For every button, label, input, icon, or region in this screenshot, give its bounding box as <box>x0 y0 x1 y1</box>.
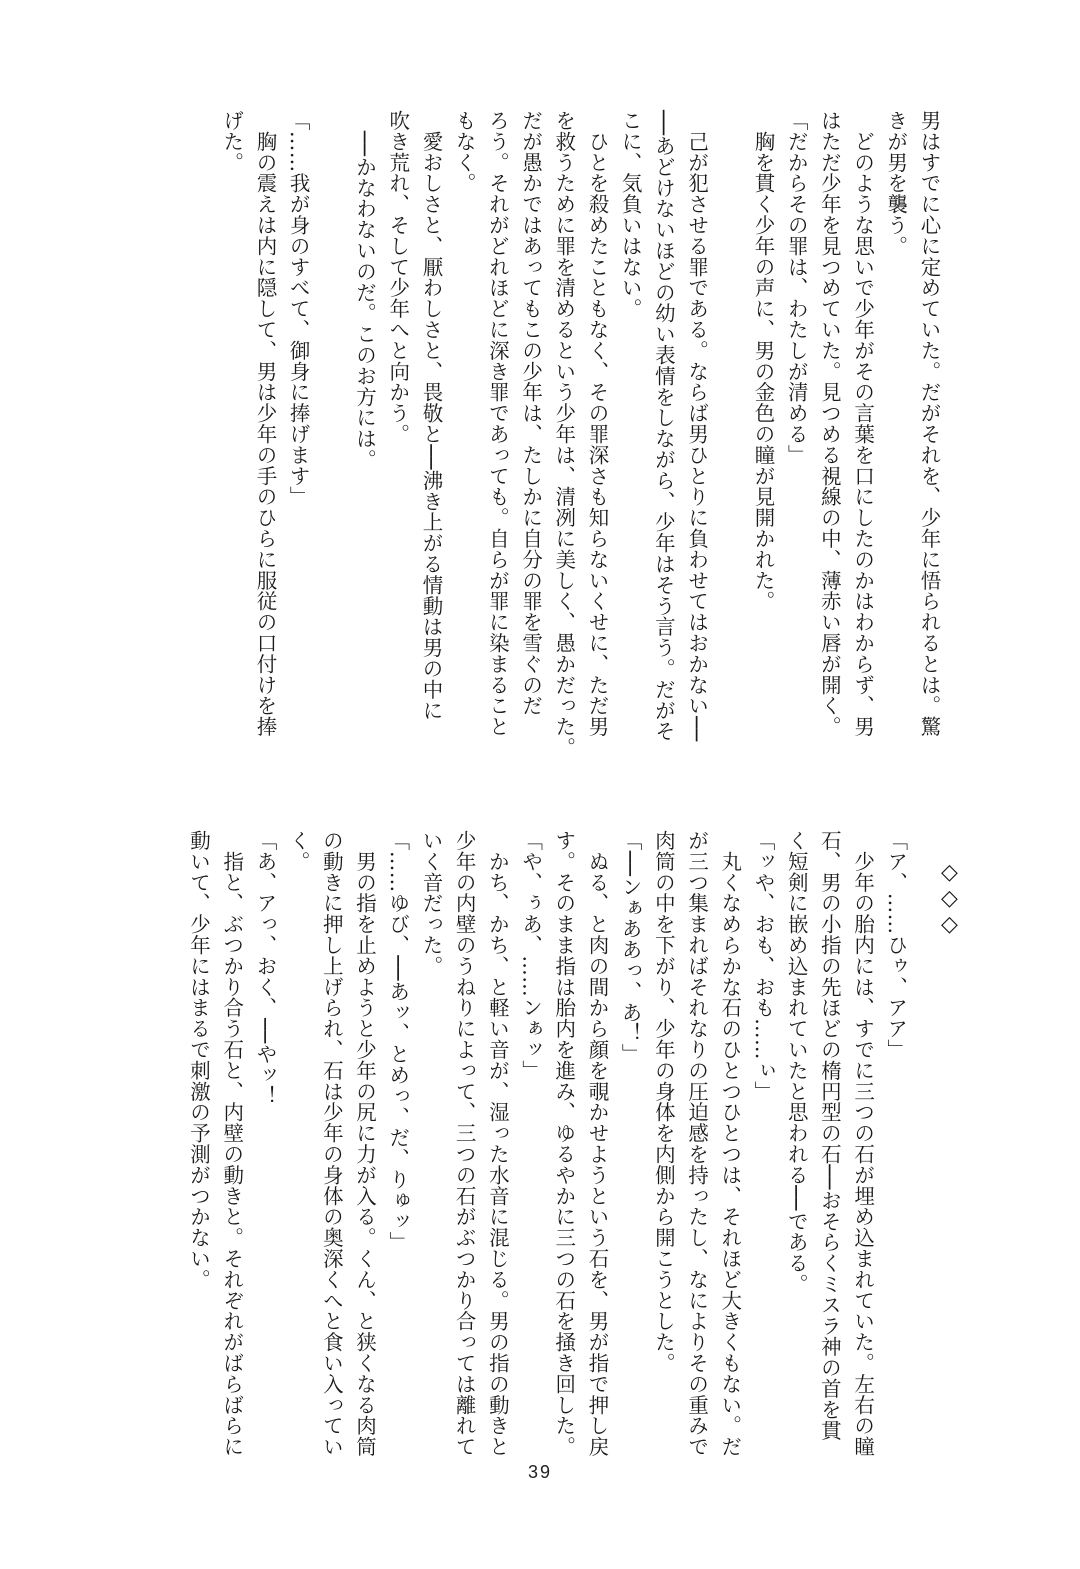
text-line: 「や、ぅあ、……ンぁッ」 <box>518 830 543 1081</box>
text-line: 男の指を止めようと少年の尻に力が入る。くん、と狭くなる肉筒 <box>352 830 377 1457</box>
text-line: げた。 <box>219 110 244 173</box>
text-line: 己が犯させる罪である。ならば男ひとりに負わせてはおかない── <box>684 110 709 742</box>
text-line: こに、気負いはない。 <box>618 110 643 319</box>
text-line <box>314 110 347 750</box>
text-line: 少年の胎内には、すでに三つの石が埋め込まれていた。左右の瞳 <box>850 830 875 1457</box>
text-line: く。 <box>286 830 311 872</box>
text-line: 少年の内壁のうねりによって、三つの石がぶつかり合っては離れて <box>452 830 477 1457</box>
text-line: きが男を襲う。 <box>883 110 908 257</box>
text-line: の動きに押し上げられ、石は少年の身体の奥深くへと食い入ってい <box>319 830 344 1457</box>
text-line: 「──ンぁああっ、あ！」 <box>618 830 643 1065</box>
section-break-mark: ◇◇◇ <box>937 860 962 938</box>
text-line: どのような思いで少年がその言葉を口にしたのかはわからず、男 <box>850 110 875 737</box>
text-line <box>912 830 945 1450</box>
text-line: 愛おしさと、厭わしさと、畏敬と──沸き上がる情動は男の中に <box>418 110 443 721</box>
text-line: 男はすでに心に定めていた。だがそれを、少年に悟られるとは。驚 <box>917 110 941 737</box>
text-line: 胸の震えは内に隠して、男は少年の手のひらに服従の口付けを捧 <box>252 110 277 737</box>
text-line: 丸くなめらかな石のひとつひとつは、それほど大きくもない。だ <box>717 830 742 1457</box>
text-line: はただ少年を見つめていた。見つめる視線の中、薄赤い唇が開く。 <box>817 110 842 737</box>
text-line: 胸を貫く少年の声に、男の金色の瞳が見開かれた。 <box>750 110 775 612</box>
lower-text-block <box>181 830 945 1457</box>
text-line: ──あどけないほどの幼い表情をしながら、少年はそう言う。だがそ <box>651 110 676 742</box>
text-line: かち、かち、と軽い音が、湿った水音に混じる。男の指の動きと <box>485 830 510 1457</box>
text-line: 「ア、……ひゥ、アア」 <box>883 830 908 1060</box>
page-number: 39 <box>527 1462 553 1482</box>
text-line: 「ッや、おも、おも……ぃ」 <box>750 830 775 1102</box>
text-line: 石、男の小指の先ほどの楕円型の石──おそらくミスラ神の首を貫 <box>817 830 842 1441</box>
text-line <box>713 110 746 750</box>
text-line: が三つ集まればそれなりの圧迫感を持ったし、なによりその重みで <box>684 830 709 1457</box>
text-line: 吹き荒れ、そして少年へと向かう。 <box>385 110 410 445</box>
text-line: 「……我が身のすべて、御身に捧げます」 <box>286 110 311 508</box>
text-line: 指と、ぶつかり合う石と、内壁の動きと。それぞれがばらばらに <box>219 830 244 1457</box>
text-line: す。そのまま指は胎内を進み、ゆるやかに三つの石を掻き回した。 <box>551 830 576 1457</box>
text-line: 動いて、少年にはまるで刺激の予測がつかない。 <box>186 830 211 1290</box>
text-line: を救うために罪を清めるという少年は、清冽に美しく、愚かだった。 <box>551 110 576 758</box>
text-line: ひとを殺めたこともなく、その罪深さも知らないくせに、ただ男 <box>584 110 609 737</box>
text-line: 肉筒の中を下がり、少年の身体を内側から開こうとした。 <box>651 830 676 1374</box>
text-line: だが愚かではあってもこの少年は、たしかに自分の罪を雪ぐのだ <box>518 110 543 717</box>
text-line: 「……ゆび、──あッ、とめっ、だ、りゅッ」 <box>385 830 410 1253</box>
text-line: ぬる、と肉の間から顔を覗かせようという石を、男が指で押し戻 <box>584 830 609 1457</box>
text-line: いく音だった。 <box>418 830 443 977</box>
text-line: ──かなわないのだ。このお方には。 <box>352 110 377 470</box>
text-line: ろう。それがどれほどに深き罪であっても。自らが罪に染まること <box>485 110 510 737</box>
text-line: 「あ、アっ、おく、──やッ！ <box>252 830 277 1107</box>
text-line: 「だからその罪は、わたしが清める」 <box>784 110 809 466</box>
upper-text-block <box>215 110 945 758</box>
text-line: く短剣に嵌め込まれていたと思われる──である。 <box>784 830 809 1295</box>
text-line: もなく。 <box>452 110 477 194</box>
